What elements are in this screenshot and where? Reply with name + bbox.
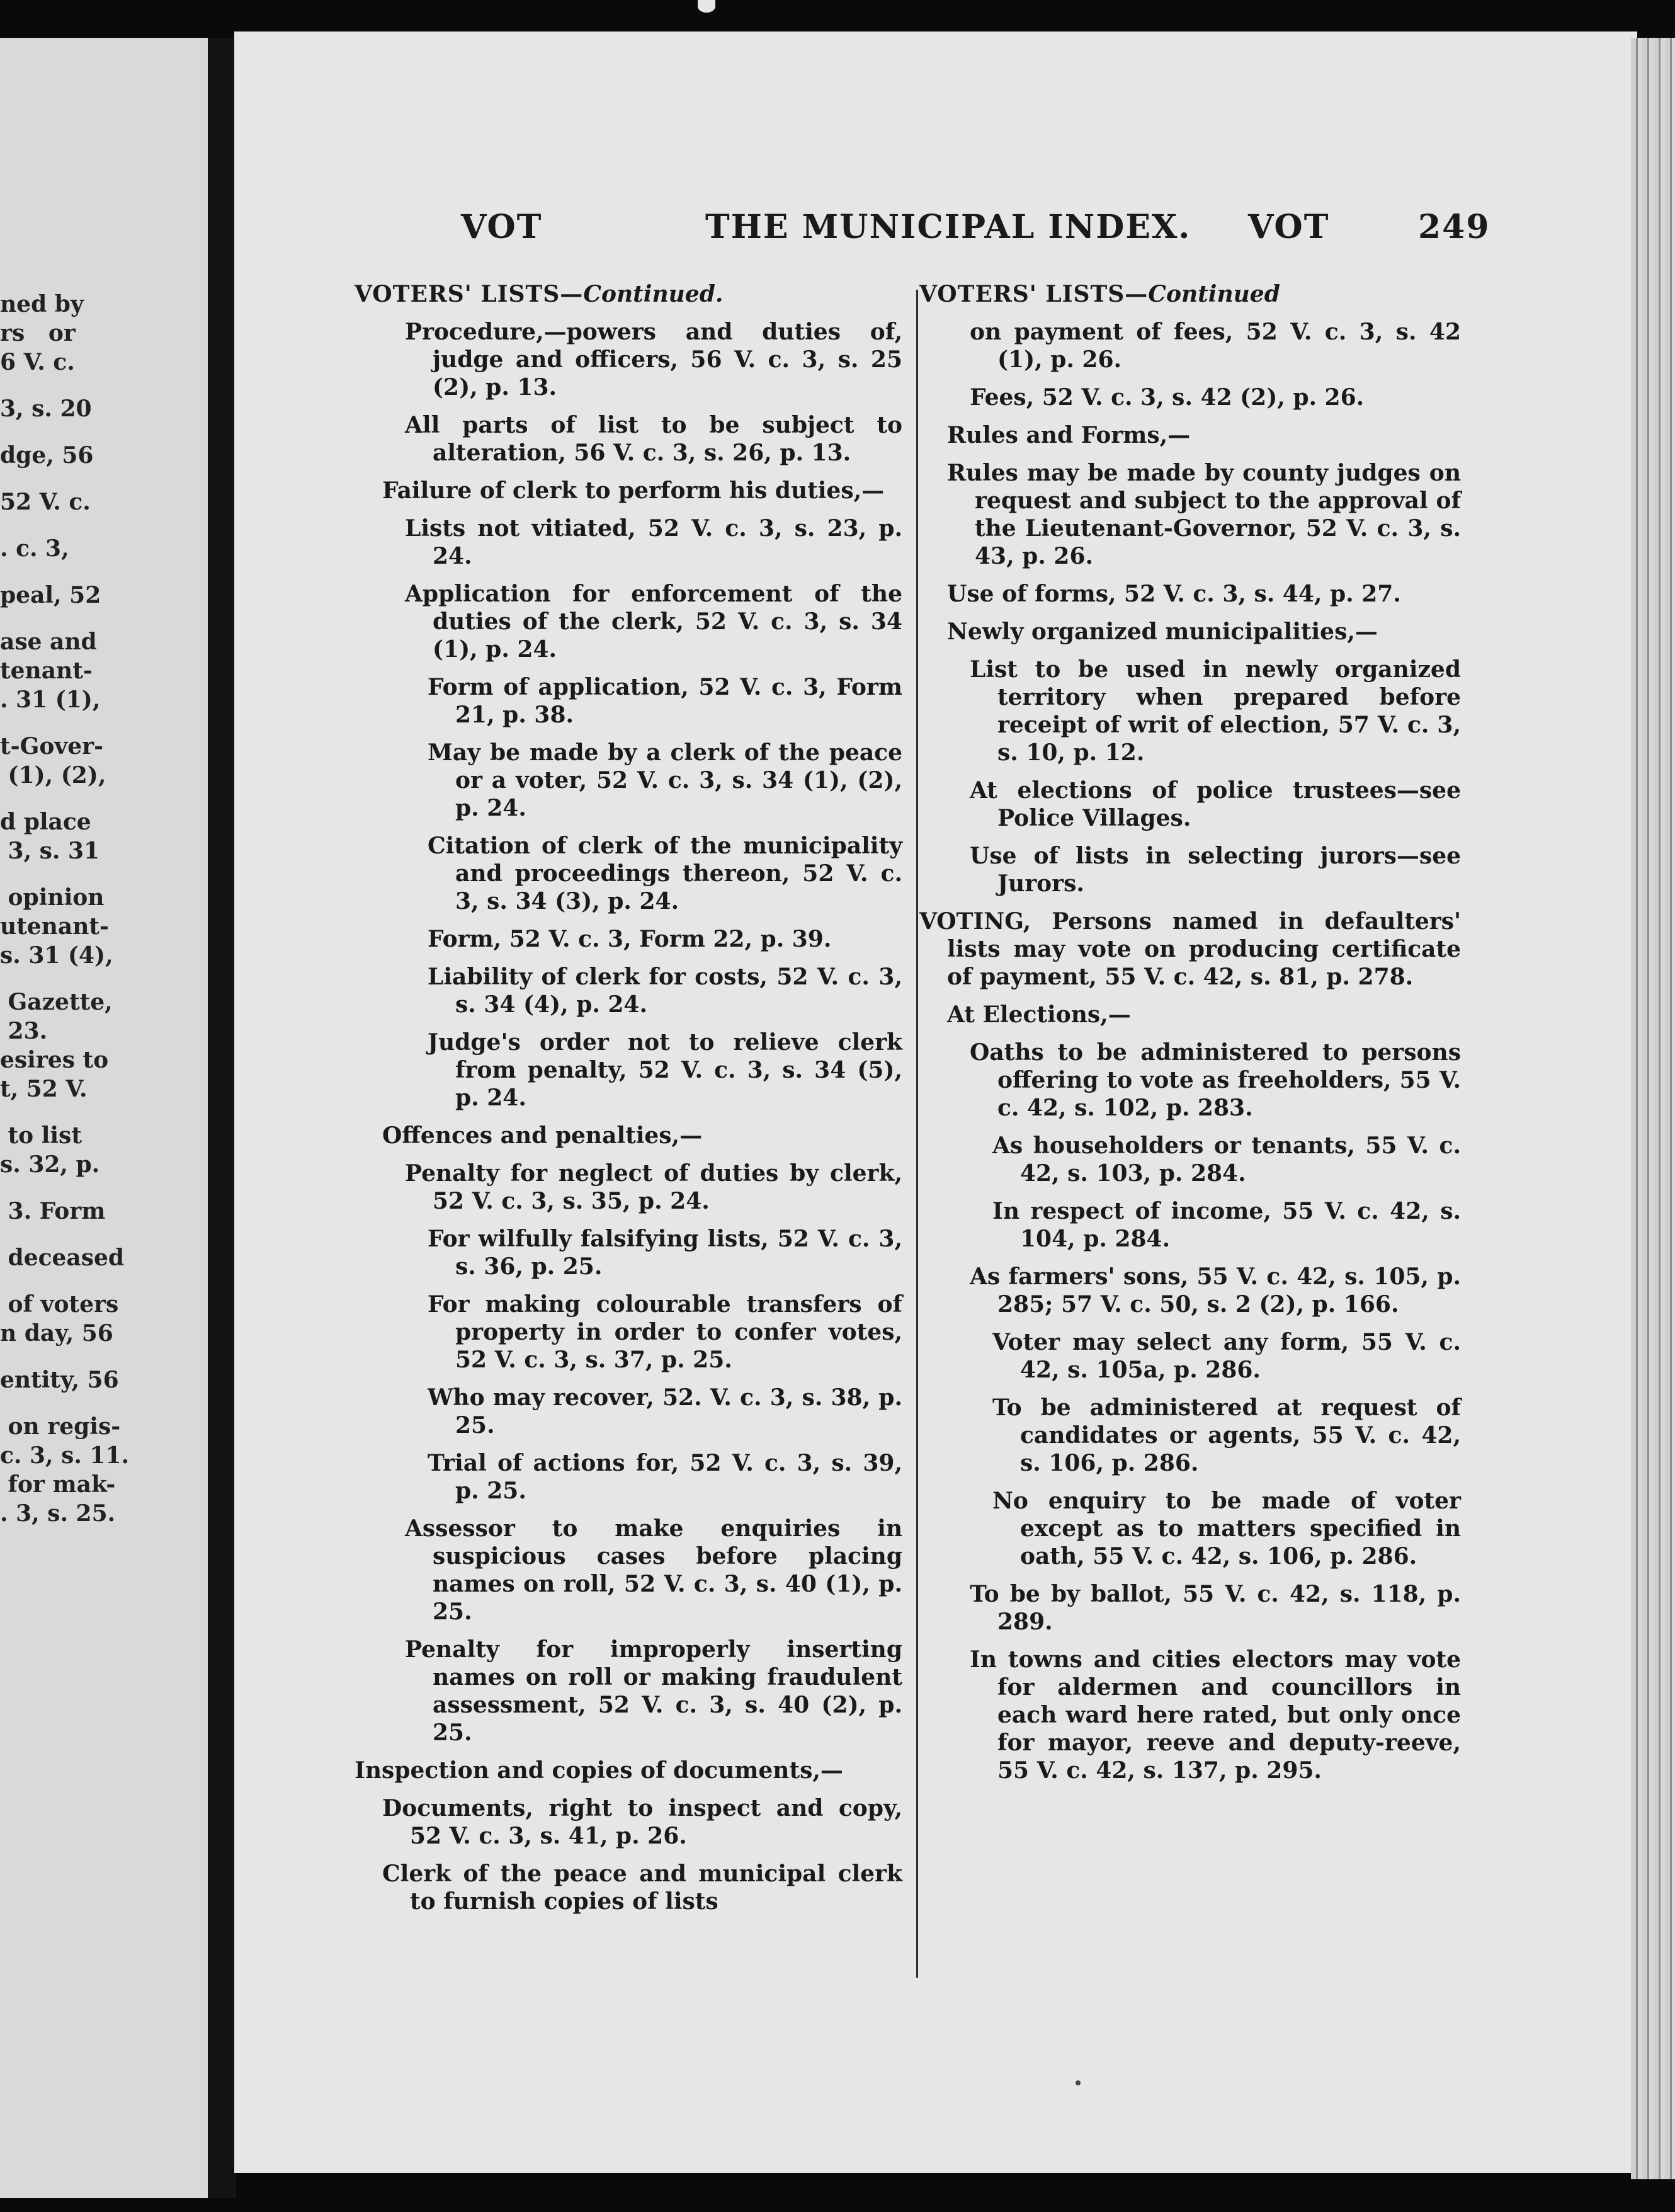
page-edges — [1631, 38, 1675, 2179]
index-entry: Penalty for neglect of duties by clerk, 52 V. c. 3, s. 35, p. 24. — [405, 1160, 902, 1214]
page-number: 249 — [1418, 208, 1490, 246]
index-entry: Procedure,—powers and duties of, judge and officers, 56 V. c. 3, s. 25 (2), p. 13. — [405, 319, 902, 401]
index-entry: Judge's order not to relieve clerk from penalty, 52 V. c. 3, s. 34 (5), p. 24. — [428, 1029, 902, 1111]
facing-page-line: opinion — [0, 884, 105, 911]
index-entry: Use of lists in selecting jurors—see Jurors. — [970, 843, 1461, 897]
index-entry: All parts of list to be subject to alteration, 56 V. c. 3, s. 26, p. 13. — [405, 412, 902, 466]
index-entry: Use of forms, 52 V. c. 3, s. 44, p. 27. — [947, 581, 1401, 607]
index-entry: Rules may be made by county judges on request and subject to the approval of the Lieutenant-Governor, 52 V. c. 3, s. 43, p. 26. — [947, 460, 1461, 569]
facing-page-line: to list — [0, 1122, 82, 1149]
facing-page-line: c. 3, s. 11. — [0, 1442, 130, 1469]
index-entry: For making colourable transfers of property in order to confer votes, 52 V. c. 3, s. 37, p. 25. — [428, 1291, 902, 1373]
index-entry: In respect of income, 55 V. c. 42, s. 104, p. 284. — [992, 1198, 1461, 1252]
facing-page-line: 23. — [0, 1018, 48, 1044]
index-entry: Clerk of the peace and municipal clerk to furnish copies of lists — [382, 1861, 902, 1915]
index-entry: Liability of clerk for costs, 52 V. c. 3, s. 34 (4), p. 24. — [428, 964, 902, 1018]
left-entries — [355, 318, 902, 1915]
index-entry: Voter may select any form, 55 V. c. 42, s. 105a, p. 286. — [992, 1329, 1461, 1383]
page-speck — [1076, 2080, 1081, 2085]
header-right-guide: VOT — [1248, 208, 1330, 246]
index-entry: Who may recover, 52. V. c. 3, s. 38, p. 25. — [428, 1384, 902, 1439]
index-entry: VOTING, Persons named in defaulters' lists may vote on producing certificate of payment, 55 V. c. 42, s. 81, p. 278. — [919, 908, 1461, 990]
facing-page-line: dge, 56 — [0, 442, 94, 469]
index-entry: Application for enforcement of the duties of the clerk, 52 V. c. 3, s. 34 (1), p. 24. — [405, 581, 902, 663]
index-entry: As householders or tenants, 55 V. c. 42, s. 103, p. 284. — [992, 1132, 1461, 1187]
facing-page-fragment — [0, 38, 208, 2198]
facing-page-line: t, 52 V. — [0, 1076, 88, 1102]
facing-page-line: . 31 (1), — [0, 687, 101, 713]
index-entry: At Elections,— — [947, 1001, 1131, 1028]
facing-page-line: 3. Form — [0, 1198, 106, 1224]
index-entry: Trial of actions for, 52 V. c. 3, s. 39, p. 25. — [428, 1450, 902, 1504]
index-entry: Failure of clerk to perform his duties,— — [382, 477, 885, 504]
facing-page-line: n day, 56 — [0, 1320, 113, 1347]
index-entry: Assessor to make enquiries in suspicious cases before placing names on roll, 52 V. c. 3, s. 40 (1), p. 25. — [405, 1515, 902, 1625]
index-entry: Inspection and copies of documents,— — [355, 1757, 843, 1784]
right-entries — [919, 318, 1461, 1784]
index-entry: To be by ballot, 55 V. c. 42, s. 118, p. 289. — [970, 1581, 1461, 1635]
index-entry: Lists not vitiated, 52 V. c. 3, s. 23, p. 24. — [405, 515, 902, 569]
facing-page-line: utenant- — [0, 913, 109, 940]
index-entry: No enquiry to be made of voter except as to matters specified in oath, 55 V. c. 42, s. 106, p. 286. — [992, 1488, 1461, 1570]
running-header — [234, 208, 1637, 258]
facing-page-line: 52 V. c. — [0, 489, 91, 515]
facing-page-line: on regis- — [0, 1413, 121, 1440]
facing-page-line: . c. 3, — [0, 535, 69, 562]
facing-page-line: 6 V. c. — [0, 349, 75, 375]
header-left-guide: VOT — [461, 208, 543, 246]
facing-page-line: esires to — [0, 1047, 109, 1073]
facing-page-line: d place — [0, 809, 91, 835]
facing-page-line: (1), (2), — [0, 762, 106, 789]
facing-page-line: s. 32, p. — [0, 1151, 100, 1178]
index-entry: on payment of fees, 52 V. c. 3, s. 42 (1), p. 26. — [970, 319, 1461, 373]
index-entry: Form, 52 V. c. 3, Form 22, p. 39. — [428, 926, 832, 952]
book-gutter — [208, 38, 236, 2198]
facing-page-line: . 3, s. 25. — [0, 1500, 116, 1527]
index-entry: Citation of clerk of the municipality and proceedings thereon, 52 V. c. 3, s. 34 (3), p. 24. — [428, 833, 902, 915]
facing-page-line: deceased — [0, 1245, 125, 1271]
facing-page-line: ned by — [0, 291, 84, 317]
left-column-heading: VOTERS' LISTS—Continued. — [355, 281, 724, 307]
facing-page-line: of voters — [0, 1291, 119, 1318]
facing-page-line: 3, s. 20 — [0, 396, 92, 422]
index-entry: Form of application, 52 V. c. 3, Form 21, p. 38. — [428, 674, 902, 728]
index-entry: At elections of police trustees—see Police Villages. — [970, 777, 1461, 831]
left-column — [355, 280, 902, 1925]
index-entry: List to be used in newly organized territory when prepared before receipt of writ of election, 57 V. c. 3, s. 10, p. 12. — [970, 656, 1461, 766]
facing-page-line: ase and — [0, 629, 97, 655]
facing-page-line: 3, s. 31 — [0, 838, 100, 864]
top-notch — [698, 0, 715, 13]
index-entry: May be made by a clerk of the peace or a voter, 52 V. c. 3, s. 34 (1), (2), p. 24. — [428, 739, 902, 821]
facing-page-line: s. 31 (4), — [0, 942, 113, 969]
index-entry: Newly organized municipalities,— — [947, 619, 1378, 645]
index-entry: To be administered at request of candidates or agents, 55 V. c. 42, s. 106, p. 286. — [992, 1394, 1461, 1476]
right-column-heading: VOTERS' LISTS—Continued — [919, 281, 1280, 307]
index-entry: Rules and Forms,— — [947, 422, 1191, 448]
right-column — [919, 280, 1461, 1794]
facing-page-line: for mak- — [0, 1471, 116, 1498]
facing-page-line: tenant- — [0, 658, 93, 684]
index-entry: As farmers' sons, 55 V. c. 42, s. 105, p. 285; 57 V. c. 50, s. 2 (2), p. 166. — [970, 1263, 1461, 1318]
facing-page-line: rs or — [0, 320, 76, 346]
index-entry: Documents, right to inspect and copy, 52 V. c. 3, s. 41, p. 26. — [382, 1795, 902, 1849]
index-entry: In towns and cities electors may vote for aldermen and councillors in each ward here rated, but only once for mayor, reeve and deputy-reeve, 55 V. c. 42, s. 137, p. 295. — [970, 1646, 1461, 1784]
facing-page-line: Gazette, — [0, 989, 113, 1015]
index-entry: For wilfully falsifying lists, 52 V. c. 3, s. 36, p. 25. — [428, 1226, 902, 1280]
index-entry: Penalty for improperly inserting names on roll or making fraudulent assessment, 52 V. c. 3, s. 40 (2), p. 25. — [405, 1636, 902, 1746]
column-divider — [916, 290, 918, 1978]
index-entry: Offences and penalties,— — [382, 1122, 703, 1149]
index-entry: Fees, 52 V. c. 3, s. 42 (2), p. 26. — [970, 384, 1365, 411]
header-title: THE MUNICIPAL INDEX. — [705, 208, 1191, 246]
facing-page-line: peal, 52 — [0, 582, 101, 608]
index-entry: Oaths to be administered to persons offering to vote as freeholders, 55 V. c. 42, s. 102, p. 283. — [970, 1039, 1461, 1121]
facing-page-line: entity, 56 — [0, 1367, 119, 1393]
facing-page-line: t-Gover- — [0, 733, 104, 760]
